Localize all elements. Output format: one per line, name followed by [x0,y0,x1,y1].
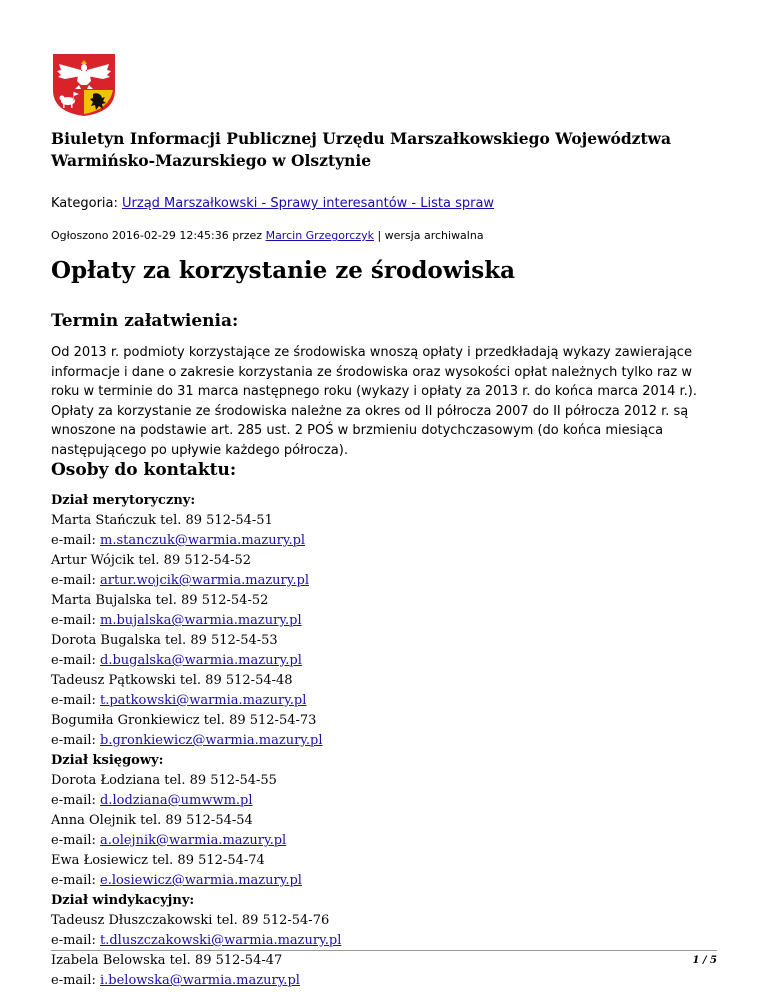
contact-name-phone: Dorota Łodziana tel. 89 512-54-55 [51,773,277,788]
contact-email-line [51,971,721,991]
contact-name-phone: Dorota Bugalska tel. 89 512-54-53 [51,633,278,648]
email-label: e-mail: [51,793,96,808]
published-prefix: Ogłoszono 2016-02-29 12:45:36 przez [51,229,263,242]
contact-name-phone: Marta Stańczuk tel. 89 512-54-51 [51,513,273,528]
contact-email-link[interactable]: artur.wojcik@warmia.mazury.pl [100,573,309,588]
contact-email-line [51,531,721,551]
email-label: e-mail: [51,733,96,748]
contacts-heading: Osoby do kontaktu: [51,460,237,480]
contact-name-phone: Bogumiła Gronkiewicz tel. 89 512-54-73 [51,713,317,728]
site-title: Biuletyn Informacji Publicznej Urzędu Marszałkowskiego Województwa Warmińsko-Mazurskiego w Olsztynie [51,129,671,170]
contact-email-line [51,611,721,631]
contact-email-link[interactable]: m.stanczuk@warmia.mazury.pl [100,533,306,548]
contact-name-phone: Tadeusz Pątkowski tel. 89 512-54-48 [51,673,293,688]
email-label: e-mail: [51,973,96,988]
contact-name-phone: Marta Bujalska tel. 89 512-54-52 [51,593,269,608]
contact-name-phone: Izabela Belowska tel. 89 512-54-47 [51,953,283,968]
category-link[interactable]: Urząd Marszałkowski - Sprawy interesantów - Lista spraw [122,196,495,211]
footer-divider [51,950,717,951]
email-label: e-mail: [51,693,96,708]
contact-email-line [51,871,721,891]
email-label: e-mail: [51,873,96,888]
department-heading: Dział merytoryczny: [51,493,196,508]
contact-email-link[interactable]: e.losiewicz@warmia.mazury.pl [100,873,302,888]
email-label: e-mail: [51,833,96,848]
contact-name-phone: Ewa Łosiewicz tel. 89 512-54-74 [51,853,265,868]
category-label: Kategoria: [51,196,118,211]
contacts-list [51,491,721,991]
contact-name-phone: Anna Olejnik tel. 89 512-54-54 [51,813,253,828]
contact-email-line [51,831,721,851]
contact-email-link[interactable]: i.belowska@warmia.mazury.pl [100,973,300,988]
category-line [51,195,494,213]
email-label: e-mail: [51,933,96,948]
email-label: e-mail: [51,573,96,588]
document-title: Opłaty za korzystanie ze środowiska [51,257,516,284]
contact-email-link[interactable]: b.gronkiewicz@warmia.mazury.pl [100,733,323,748]
contact-email-line [51,731,721,751]
email-label: e-mail: [51,653,96,668]
contact-email-link[interactable]: m.bujalska@warmia.mazury.pl [100,613,302,628]
contact-email-line [51,651,721,671]
department-heading: Dział księgowy: [51,753,164,768]
department-heading: Dział windykacyjny: [51,893,195,908]
contact-email-link[interactable]: t.dluszczakowski@warmia.mazury.pl [100,933,342,948]
author-link[interactable]: Marcin Grzegorczyk [265,229,374,242]
coat-of-arms-icon [51,52,117,118]
publication-meta [51,228,484,243]
contact-email-link[interactable]: a.olejnik@warmia.mazury.pl [100,833,287,848]
contact-email-link[interactable]: t.patkowski@warmia.mazury.pl [100,693,307,708]
page-number: 1 / 5 [692,955,717,966]
contact-name-phone: Tadeusz Dłuszczakowski tel. 89 512-54-76 [51,913,330,928]
email-label: e-mail: [51,533,96,548]
contact-email-line [51,691,721,711]
contact-email-line [51,931,721,951]
version-note: | wersja archiwalna [377,229,484,242]
deadline-text: Od 2013 r. podmioty korzystające ze środowiska wnoszą opłaty i przedkładają wykazy zawierające informacje i dane o zakresie korzystania ze środowiska oraz wysokości opłat należnych tylko raz w roku w terminie do 31 marca następnego roku (wykazy i opłaty za 2013 r. do końca marca 2014 r.). Opłaty za korzystanie ze środowiska należne za okres od II półrocza 2007 do II półrocza 2012 r. są wnoszone na podstawie art. 285 ust. 2 POŚ w brzmieniu dotychczasowym (do końca miesiąca następującego po upływie każdego półrocza). [51,345,697,458]
contact-email-link[interactable]: d.bugalska@warmia.mazury.pl [100,653,302,668]
contact-name-phone: Artur Wójcik tel. 89 512-54-52 [51,553,252,568]
contact-email-link[interactable]: d.lodziana@umwwm.pl [100,793,253,808]
deadline-heading: Termin załatwienia: [51,311,239,331]
email-label: e-mail: [51,613,96,628]
contact-email-line [51,791,721,811]
contact-email-line [51,571,721,591]
